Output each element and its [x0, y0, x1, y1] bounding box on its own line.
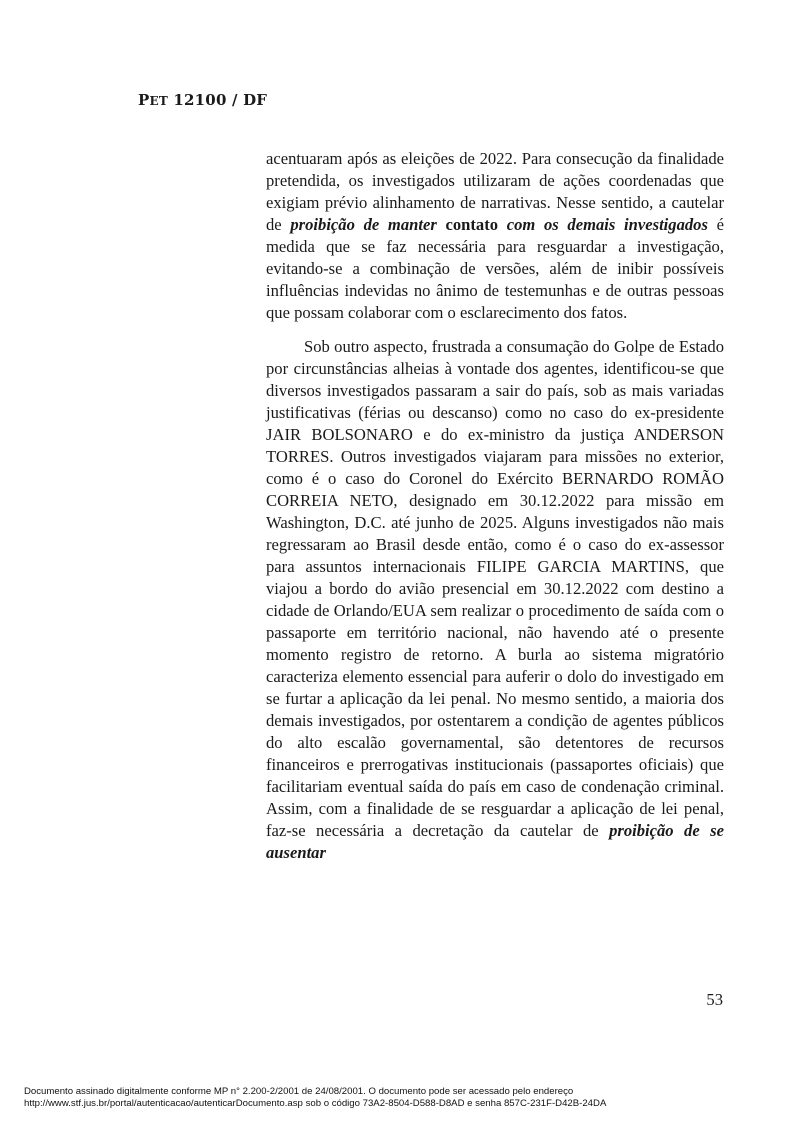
paragraph-1-text-b: é medida que se faz necessária para resguardar a investigação, evitando-se a combinação de versões, além de inibir possíveis influências indevidas no ânimo de testemunhas e de outras pessoas que possam colaborar com o esclarecimento dos fatos. — [266, 215, 724, 322]
header-title-first: P — [138, 91, 150, 109]
document-header — [138, 91, 267, 109]
footer-line-1: Documento assinado digitalmente conforme MP n° 2.200-2/2001 de 24/08/2001. O documento pode ser acessado pelo endereço — [24, 1086, 574, 1097]
signature-footer — [24, 1086, 784, 1110]
page-number: 53 — [706, 990, 723, 1009]
footer-line-2: http://www.stf.jus.br/portal/autenticacao/autenticarDocumento.asp sob o código 73A2-8504-D588-D8AD e senha 857C-231F-D42B-24DA — [24, 1098, 607, 1109]
paragraph-1 — [266, 148, 724, 324]
header-title-small: ET — [149, 94, 168, 108]
header-title-rest: 12100 / DF — [167, 91, 268, 109]
paragraph-1-text-a: acentuaram após as eleições de 2022. Para consecução da finalidade pretendida, os investigados utilizaram de ações coordenadas que exigiam prévio alinhamento de narrativas. Nesse sentido, a cautelar de — [266, 149, 724, 234]
document-body — [266, 148, 724, 876]
emphasis-proibicao-de-manter: proibição de manter — [290, 215, 437, 234]
emphasis-com-os-demais-investigados: com os demais investigados — [506, 215, 708, 234]
emphasis-contato: contato — [445, 215, 499, 234]
emphasis-proibicao-de-se-ausentar: proibição de se ausentar — [266, 821, 724, 862]
paragraph-2-text-a: Sob outro aspecto, frustrada a consumação do Golpe de Estado por circunstâncias alheias à vontade dos agentes, identificou-se que diversos investigados passaram a sair do país, sob as mais variadas justificativas (férias ou descanso) como no caso do ex-presidente JAIR BOLSONARO e do ex-ministro da justiça ANDERSON TORRES. Outros investigados viajaram para missões no exterior, como é o caso do Coronel do Exército BERNARDO ROMÃO CORREIA NETO, designado em 30.12.2022 para missão em Washington, D.C. até junho de 2025. Alguns investigados não mais regressaram ao Brasil desde então, como é o caso do ex-assessor para assuntos internacionais FILIPE GARCIA MARTINS, que viajou a bordo do avião presencial em 30.12.2022 com destino a cidade de Orlando/EUA sem realizar o procedimento de saída com o passaporte em território nacional, não havendo até o presente momento registro de retorno. A burla ao sistema migratório caracteriza elemento essencial para auferir o dolo do investigado em se furtar a aplicação da lei penal. No mesmo sentido, a maioria dos demais investigados, por ostentarem a condição de agentes públicos do alto escalão governamental, são detentores de recursos financeiros e prerrogativas institucionais (passaportes oficiais) que facilitariam eventual saída do país em caso de condenação criminal. Assim, com a finalidade de se resguardar a aplicação de lei penal, faz-se necessária a decretação da cautelar de — [266, 337, 724, 840]
paragraph-2 — [266, 336, 724, 864]
